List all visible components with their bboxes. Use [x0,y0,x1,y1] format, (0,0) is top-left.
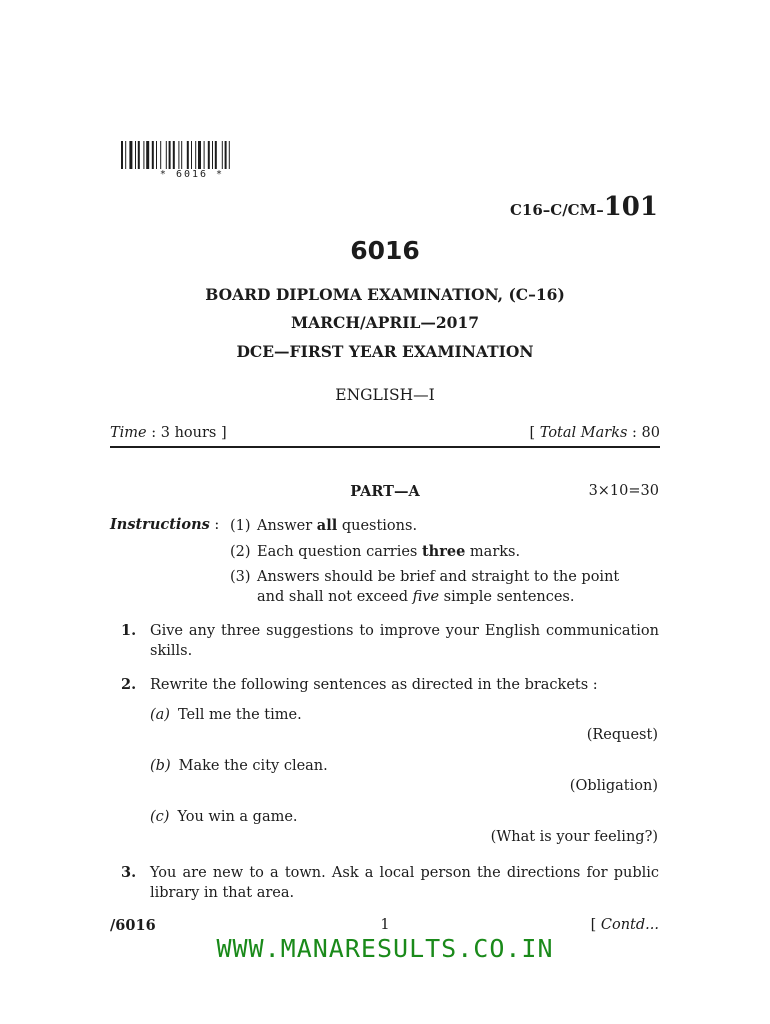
question-number: 2. [121,676,137,693]
continued-note: [ Contd... [590,917,659,933]
sub-question-direction: (What is your feeling?) [490,829,658,845]
question-text: Rewrite the following sentences as directed in the brackets : [150,677,598,693]
header-rule [110,446,660,448]
paper-number: 6016 [350,236,420,265]
time-marks-row [110,425,660,441]
time-allowed: Time : 3 hours ] [110,425,227,441]
sub-question-direction: (Obligation) [569,778,658,794]
sub-question: (c) You win a game. [150,809,298,825]
exam-title: BOARD DIPLOMA EXAMINATION, (C–16) [205,285,565,304]
exam-session: MARCH/APRIL—2017 [290,313,480,332]
question-number: 3. [121,864,137,881]
total-marks: [ Total Marks : 80 [529,425,660,441]
footer-paper-code: /6016 [110,917,156,934]
instruction-item: (3) Answers should be brief and straight to the point and shall not exceed five simple sentences. [230,569,620,605]
sub-question: (b) Make the city clean. [150,758,328,774]
course-code-prefix: C16–C/CM– [509,201,604,219]
course-code [510,192,658,222]
part-marks: 3×10=30 [588,483,659,499]
subject-title: ENGLISH—I [335,386,435,404]
website-watermark: WWW.MANARESULTS.CO.IN [216,934,554,963]
question-number: 1. [121,622,137,639]
barcode-number: * 6016 * [159,169,225,180]
course-code-number: 101 [603,192,658,222]
sub-question: (a) Tell me the time. [150,707,302,723]
sub-question-direction: (Request) [586,727,658,743]
question-text: Give any three suggestions to improve your English communication skills. [150,623,659,659]
part-title: PART—A [350,483,420,500]
exam-name: DCE—FIRST YEAR EXAMINATION [236,342,534,361]
barcode [121,141,263,169]
question-text: You are new to a town. Ask a local person the directions for public library in that area. [150,865,659,901]
instruction-item: (1) Answer all questions. [230,517,418,534]
instruction-item: (2) Each question carries three marks. [230,543,521,560]
instructions-label: Instructions : [110,516,220,533]
page-number: 1 [380,917,390,933]
